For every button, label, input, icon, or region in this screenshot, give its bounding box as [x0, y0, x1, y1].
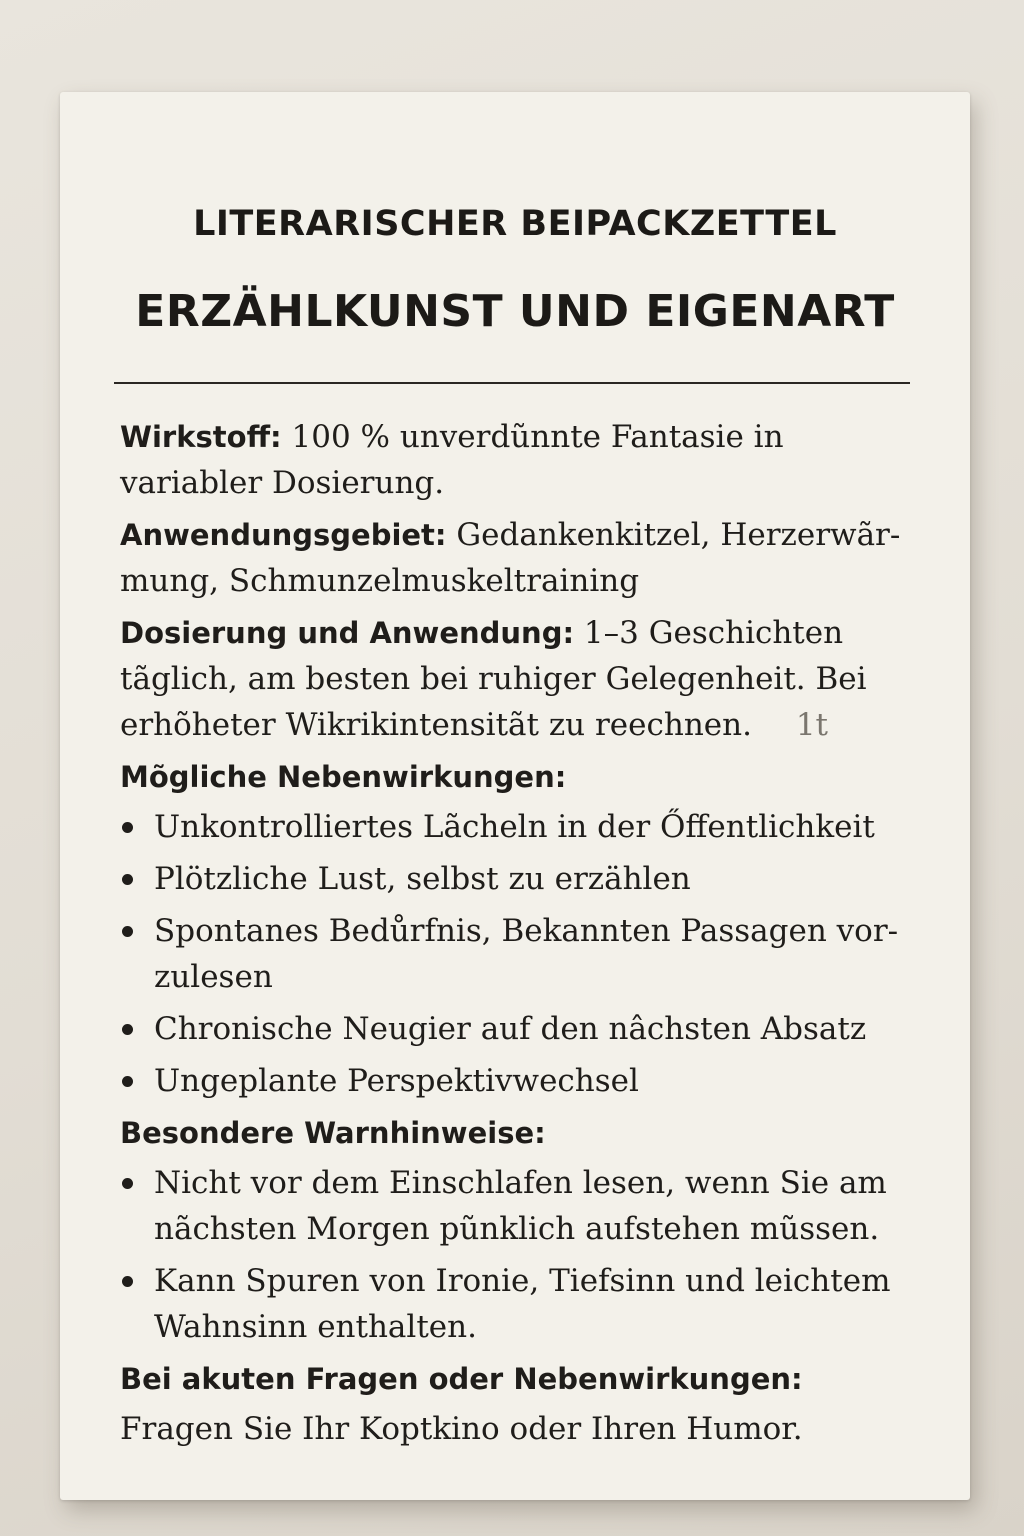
leaflet-content	[120, 414, 930, 1452]
fragen-heading: Bei akuten Fragen oder Nebenwirkungen:	[120, 1362, 803, 1396]
warnhinweise-list	[120, 1160, 930, 1350]
bullet-icon	[122, 1024, 133, 1035]
title-line-2: ERZÄHLKUNST UND EIGENART	[135, 286, 895, 337]
wirkstoff-text: 100 % unverdũnnte Fantasie in variabler Dosierung.	[120, 419, 784, 501]
list-item	[120, 1058, 930, 1104]
bullet-icon	[122, 926, 133, 937]
list-item-text: Spontanes Bedůrfnis, Bekannten Passagen vor-zulesen	[154, 913, 899, 995]
list-item	[120, 804, 930, 850]
list-item-text: Chronische Neugier auf den nâchsten Absatz	[154, 1011, 867, 1047]
list-item-text: Unkontrolliertes Lãcheln in der Őffentlichkeit	[154, 809, 875, 845]
title-line-1: LITERARISCHER BEIPACKZETTEL	[193, 204, 837, 244]
fragen-text: Fragen Sie Ihr Koptkino oder Ihren Humor.	[120, 1411, 803, 1447]
stray-mark: 1t	[795, 707, 829, 743]
leaflet-card	[60, 92, 970, 1500]
list-item	[120, 1006, 930, 1052]
list-item-text: Plötzliche Lust, selbst zu erzählen	[154, 861, 691, 897]
nebenwirkungen-heading: Mõgliche Nebenwirkungen:	[120, 760, 567, 794]
bullet-icon	[122, 1276, 133, 1287]
warnhinweise-heading: Besondere Warnhinweise:	[120, 1116, 546, 1150]
dosierung-paragraph	[120, 610, 930, 748]
list-item-text: Nicht vor dem Einschlafen lesen, wenn Sie am nãchsten Morgen pũnklich aufstehen mũssen.	[154, 1165, 887, 1247]
wirkstoff-label: Wirkstoff:	[120, 420, 282, 454]
dosierung-text: 1–3 Geschichten tãglich, am besten bei ruhiger Gelegenheit. Bei erhõheter Wikrikintensitãt zu reechnen.	[120, 615, 867, 743]
dosierung-label: Dosierung und Anwendung:	[120, 616, 575, 650]
list-item	[120, 856, 930, 902]
nebenwirkungen-list	[120, 804, 930, 1104]
bullet-icon	[122, 1076, 133, 1087]
anwendungsgebiet-label: Anwendungsgebiet:	[120, 518, 447, 552]
bullet-icon	[122, 822, 133, 833]
list-item	[120, 1258, 930, 1350]
list-item-text: Ungeplante Perspektivwechsel	[154, 1063, 639, 1099]
list-item	[120, 908, 930, 1000]
list-item	[120, 1160, 930, 1252]
wirkstoff-paragraph	[120, 414, 930, 506]
title-divider	[114, 382, 910, 384]
bullet-icon	[122, 1178, 133, 1189]
list-item-text: Kann Spuren von Ironie, Tiefsinn und leichtem Wahnsinn enthalten.	[154, 1263, 891, 1345]
anwendungsgebiet-text: Gedankenkitzel, Herzerwãr-mung, Schmunzelmuskeltraining	[120, 517, 901, 599]
bullet-icon	[122, 874, 133, 885]
anwendungsgebiet-paragraph	[120, 512, 930, 604]
